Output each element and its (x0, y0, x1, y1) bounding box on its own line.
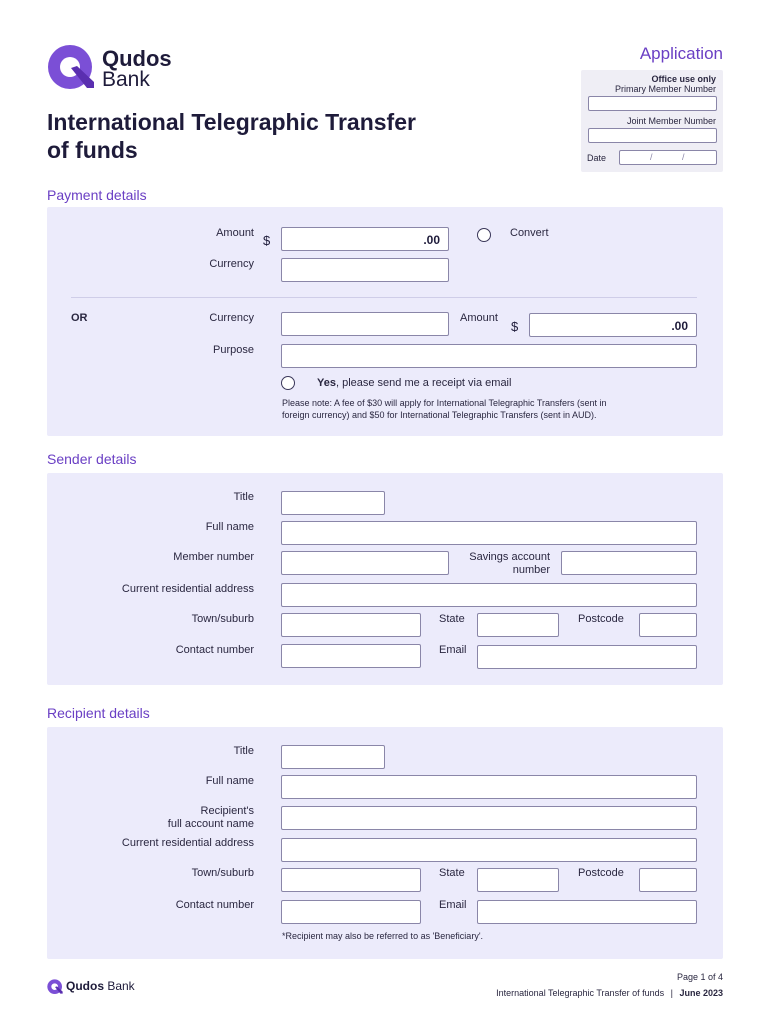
recipient-postcode-label: Postcode (578, 867, 624, 879)
savings-account-label (450, 551, 550, 577)
fee-note-line2: foreign currency) and $50 for International Telegraphic Transfers (sent in AUD). (282, 410, 597, 420)
footer-date: June 2023 (679, 988, 723, 998)
sender-full-name-input[interactable] (281, 521, 697, 545)
sender-postcode-label: Postcode (578, 613, 624, 625)
qudos-footer-logo-icon (47, 979, 63, 995)
sender-state-input[interactable] (477, 613, 559, 637)
recipient-town-label: Town/suburb (191, 867, 254, 879)
primary-member-label: Primary Member Number (614, 84, 716, 94)
sender-member-number-input[interactable] (281, 551, 449, 575)
footer-brand-name (66, 979, 135, 993)
purpose-input[interactable] (281, 344, 697, 368)
brand-name-line1: Qudos (102, 46, 172, 71)
primary-member-field[interactable] (588, 96, 717, 111)
recipient-section-title: Recipient details (47, 705, 150, 721)
date-separator-2: / (682, 152, 685, 162)
recipient-account-name-line1: Recipient's (200, 805, 254, 817)
recipient-account-name-input[interactable] (281, 806, 697, 830)
recipient-account-name-label (80, 805, 254, 831)
recipient-full-name-input[interactable] (281, 775, 697, 799)
recipient-address-label: Current residential address (121, 837, 254, 849)
page-title-line2: of funds (47, 137, 138, 163)
recipient-email-label: Email (439, 899, 467, 911)
sender-title-label: Title (233, 491, 254, 503)
sender-address-input[interactable] (281, 583, 697, 607)
fee-note-line1: Please note: A fee of $30 will apply for International Telegraphic Transfers (sent in (282, 398, 607, 408)
receipt-radio[interactable] (281, 376, 295, 390)
recipient-state-label: State (439, 867, 465, 879)
sender-section-title: Sender details (47, 451, 137, 467)
office-use-heading: Office use only (651, 74, 716, 84)
sender-member-number-label: Member number (173, 551, 254, 563)
sender-state-label: State (439, 613, 465, 625)
recipient-contact-label: Contact number (175, 899, 254, 911)
recipient-note: *Recipient may also be referred to as 'Beneficiary'. (282, 931, 484, 941)
sender-email-input[interactable] (477, 645, 697, 669)
sender-email-label: Email (439, 644, 467, 656)
currency-input[interactable] (281, 258, 449, 282)
convert-radio[interactable] (477, 228, 491, 242)
date-field[interactable] (619, 150, 717, 165)
page-title (47, 108, 416, 164)
currency2-label: Currency (209, 312, 254, 324)
payment-section-title: Payment details (47, 187, 147, 203)
footer-separator: | (670, 988, 673, 998)
doc-type: Application (639, 44, 723, 63)
fee-note (282, 397, 607, 421)
sender-postcode-input[interactable] (639, 613, 697, 637)
brand-logo (47, 44, 187, 92)
sender-town-label: Town/suburb (191, 613, 254, 625)
currency2-input[interactable] (281, 312, 449, 336)
sender-town-input[interactable] (281, 613, 421, 637)
savings-account-label-line2: number (512, 564, 550, 576)
recipient-email-input[interactable] (477, 900, 697, 924)
receipt-label (317, 377, 511, 389)
joint-member-label: Joint Member Number (626, 116, 716, 126)
date-label: Date (587, 153, 607, 163)
recipient-full-name-label: Full name (205, 775, 254, 787)
footer-brand-bold: Qudos (66, 979, 104, 993)
payment-divider (71, 297, 697, 298)
footer-doc-name: International Telegraphic Transfer of funds (496, 988, 665, 998)
sender-address-label: Current residential address (121, 583, 254, 595)
page-title-line1: International Telegraphic Transfer (47, 109, 416, 135)
recipient-postcode-input[interactable] (639, 868, 697, 892)
footer-doc-info (420, 988, 723, 998)
recipient-account-name-line2: full account name (167, 818, 254, 830)
joint-member-field[interactable] (588, 128, 717, 143)
amount-label: Amount (216, 227, 254, 239)
or-label: OR (71, 312, 88, 324)
sender-title-input[interactable] (281, 491, 385, 515)
currency-symbol: $ (263, 233, 271, 248)
footer-brand-rest: Bank (104, 979, 135, 993)
brand-name-line2: Bank (102, 68, 150, 91)
currency-symbol-2: $ (511, 319, 519, 334)
savings-account-label-line1: Savings account (469, 551, 550, 563)
savings-account-input[interactable] (561, 551, 697, 575)
currency-label: Currency (209, 258, 254, 270)
recipient-title-label: Title (233, 745, 254, 757)
qudos-logo-icon (47, 44, 95, 92)
recipient-town-input[interactable] (281, 868, 421, 892)
recipient-address-input[interactable] (281, 838, 697, 862)
purpose-label: Purpose (213, 344, 254, 356)
recipient-title-input[interactable] (281, 745, 385, 769)
sender-contact-label: Contact number (175, 644, 254, 656)
amount-input[interactable]: .00 (281, 227, 449, 251)
sender-full-name-label: Full name (205, 521, 254, 533)
receipt-label-bold: Yes (317, 377, 336, 389)
office-use-box (581, 70, 723, 172)
amount2-input[interactable]: .00 (529, 313, 697, 337)
recipient-state-input[interactable] (477, 868, 559, 892)
sender-contact-input[interactable] (281, 644, 421, 668)
footer-page-number: Page 1 of 4 (676, 972, 723, 982)
date-separator-1: / (650, 152, 653, 162)
receipt-label-rest: , please send me a receipt via email (335, 377, 512, 389)
convert-label: Convert (510, 227, 549, 239)
amount2-label: Amount (460, 312, 498, 324)
recipient-contact-input[interactable] (281, 900, 421, 924)
